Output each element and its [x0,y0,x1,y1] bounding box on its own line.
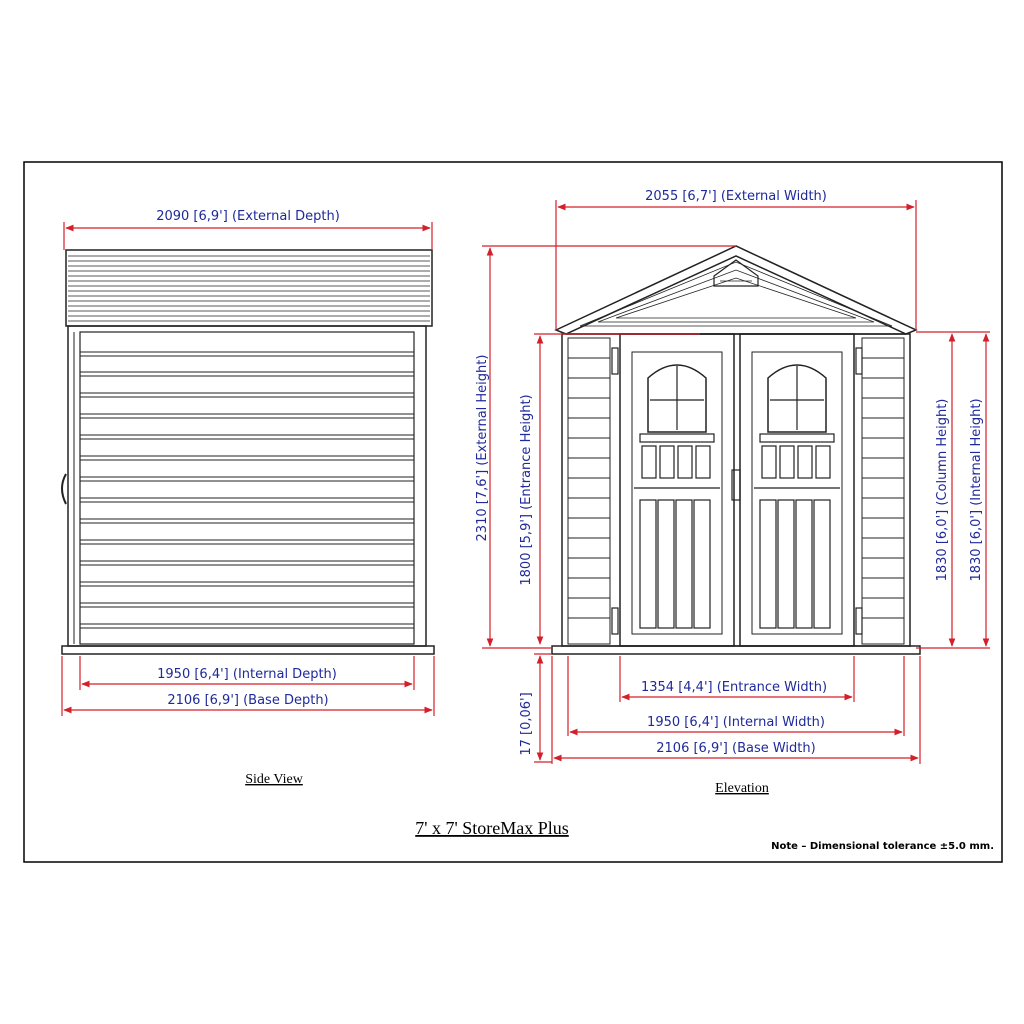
label-entrance-width: 1354 [4,4'] (Entrance Width) [640,680,828,695]
side-wall-panel [80,332,414,644]
elevation-drawing [552,246,920,654]
tolerance-note: Note – Dimensional tolerance ±5.0 mm. [771,841,994,852]
side-wall-frame [68,326,426,646]
label-external-width: 2055 [6,7'] (External Width) [645,189,827,204]
label-entrance-height: 1800 [5,9'] (Entrance Height) [519,394,534,586]
side-view-drawing [62,250,434,654]
side-door-handle [62,474,66,504]
roof-vent [714,260,758,286]
label-base-height: 17 [0,06'] [519,692,534,756]
label-base-width: 2106 [6,9'] (Base Width) [656,741,816,756]
label-external-height: 2310 [7,6'] (External Height) [475,354,490,542]
caption-side-view: Side View [245,772,303,787]
side-wall-boards [80,352,414,628]
label-internal-depth: 1950 [6,4'] (Internal Depth) [157,667,337,682]
elevation-base [552,646,920,654]
label-internal-height: 1830 [6,0'] (Internal Height) [969,398,984,582]
drawing-title: 7' x 7' StoreMax Plus [415,818,569,838]
label-column-height: 1830 [6,0'] (Column Height) [935,398,950,582]
side-base [62,646,434,654]
elevation-roof [556,246,916,334]
elevation-left-siding [568,338,610,644]
elevation-right-siding [862,338,904,644]
label-base-depth: 2106 [6,9'] (Base Depth) [167,693,329,708]
caption-elevation: Elevation [715,781,769,796]
door-handle [732,470,740,500]
label-internal-width: 1950 [6,4'] (Internal Width) [647,715,825,730]
label-external-depth: 2090 [6,9'] (External Depth) [156,209,340,224]
elevation-wall [562,334,910,646]
